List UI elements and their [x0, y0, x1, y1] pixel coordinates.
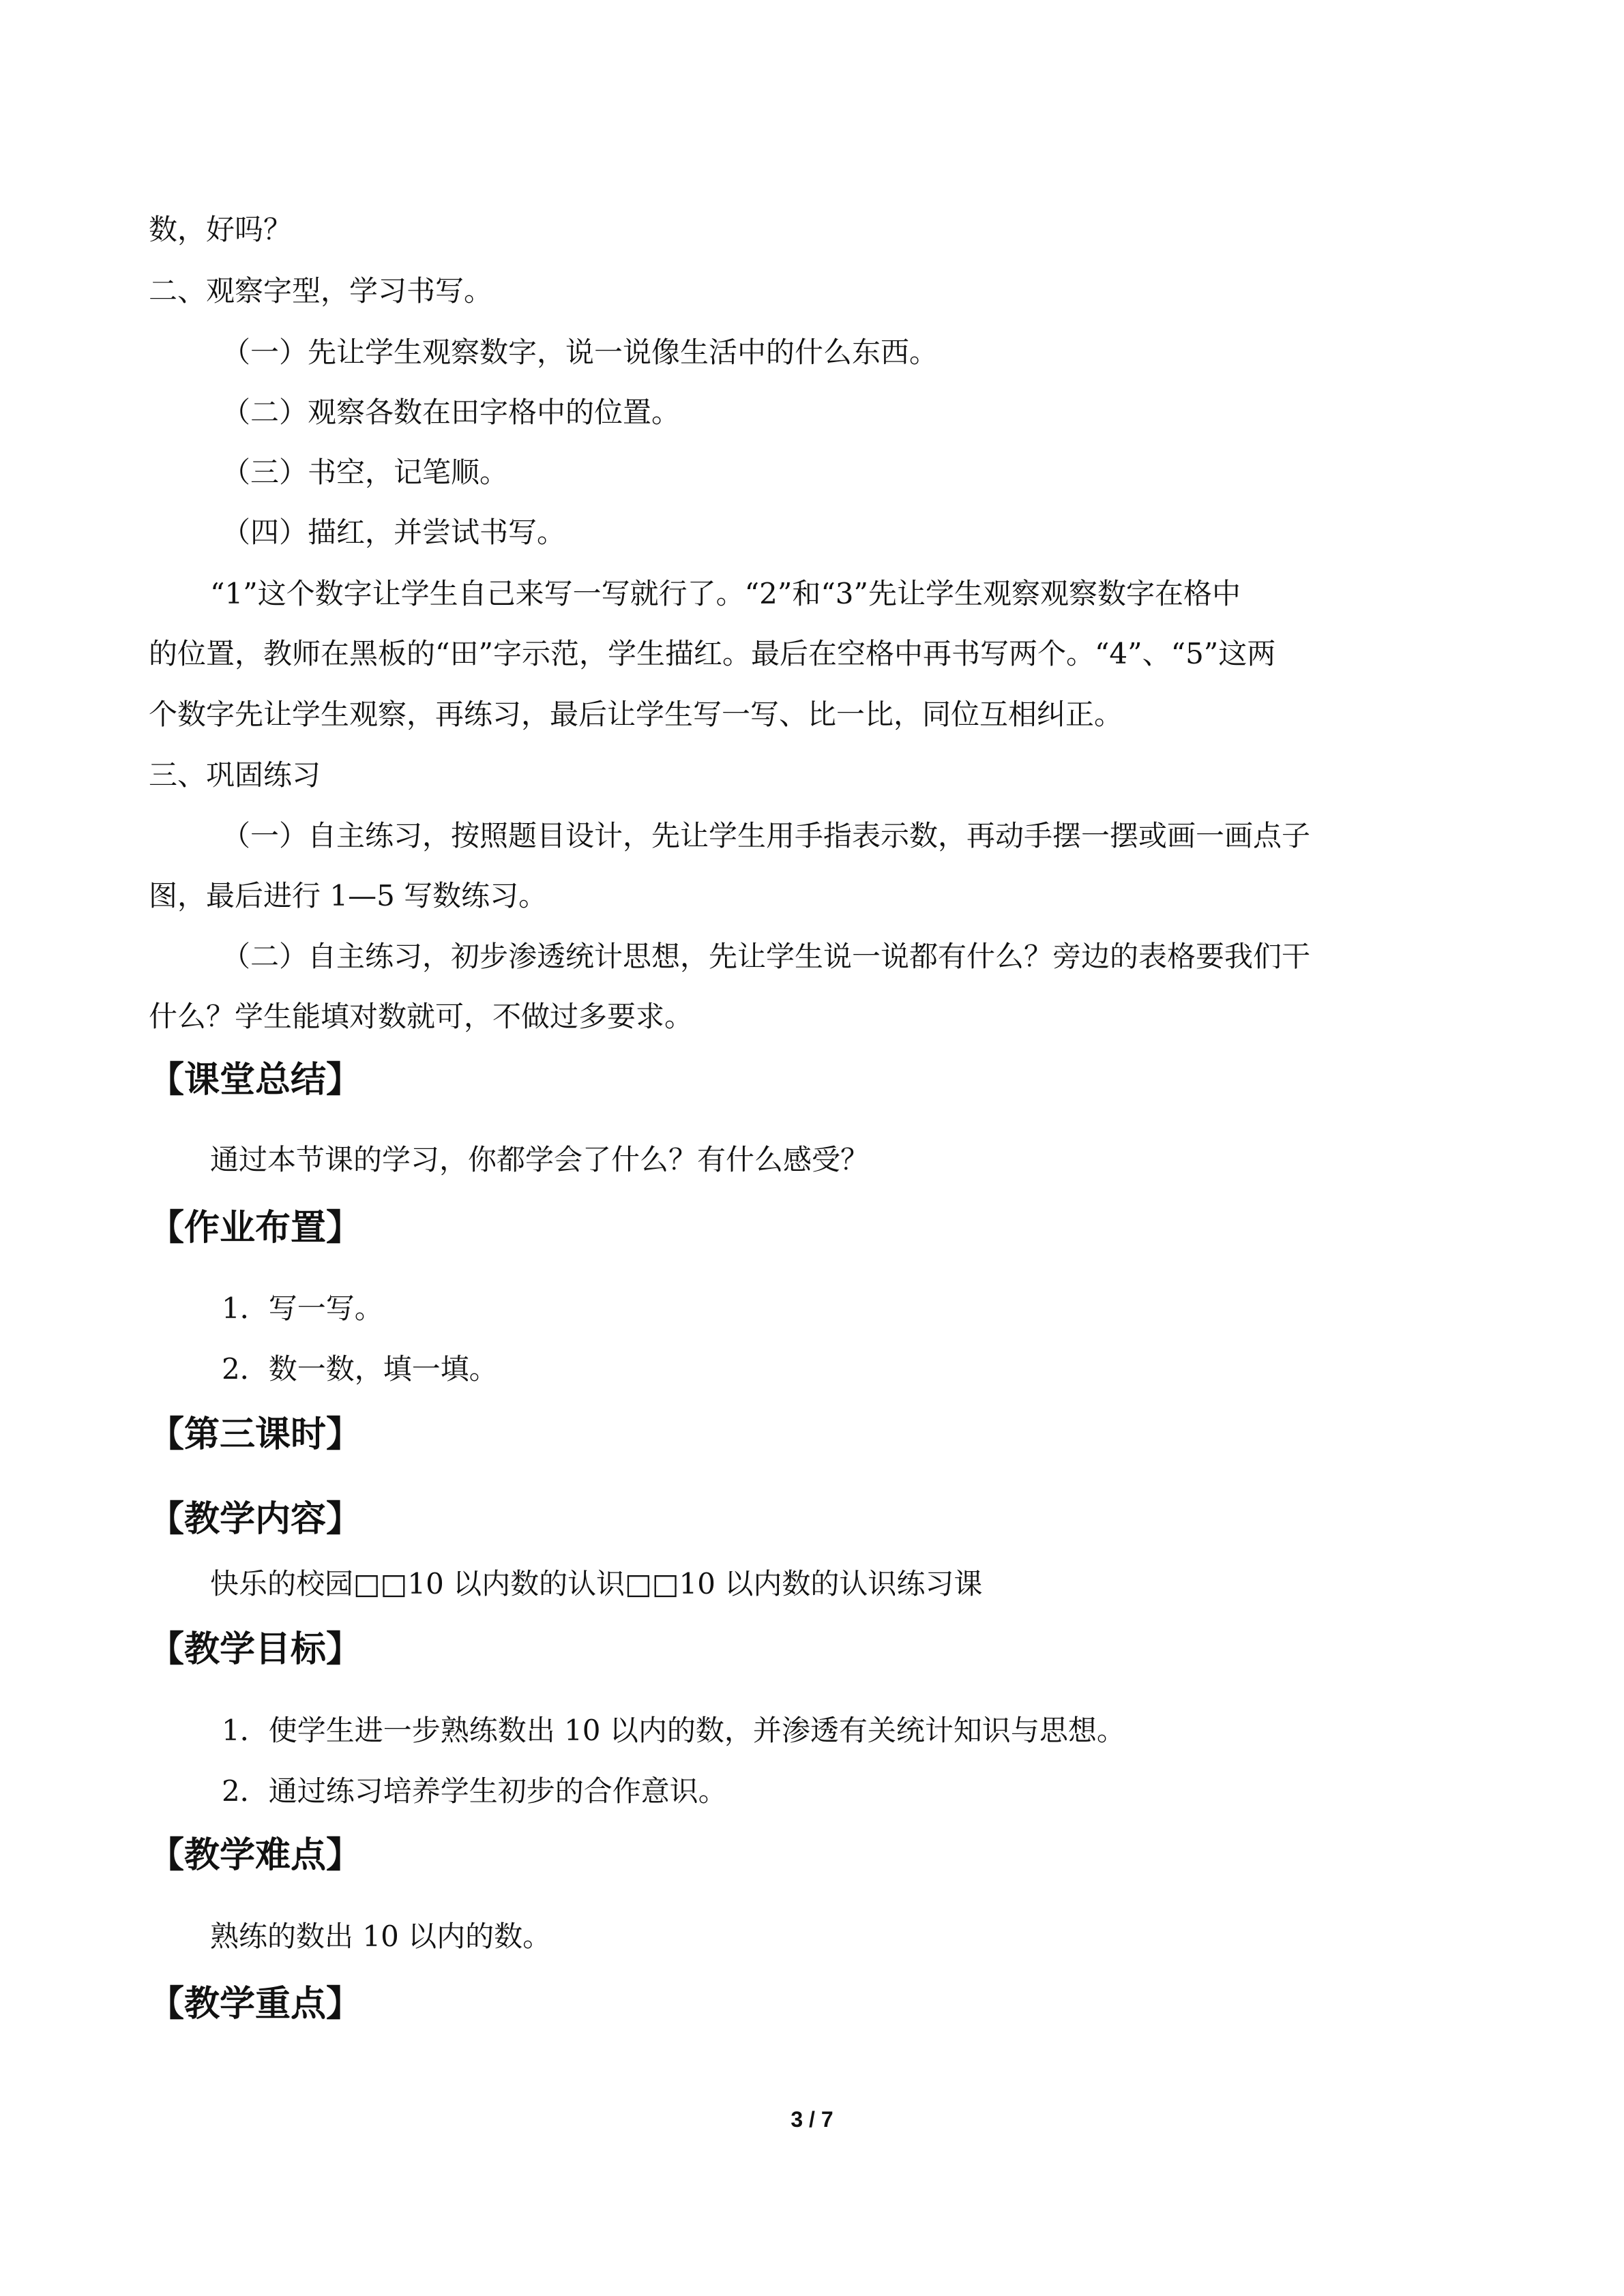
heading-homework: 【作业布置】: [149, 1208, 362, 1249]
homework-item: 1．写一写。: [222, 1292, 383, 1325]
content-text: 快乐的校园□□10 以内数的认识□□10 以内数的认识练习课: [210, 1567, 983, 1600]
heading-summary: 【课堂总结】: [149, 1060, 362, 1101]
difficulty-text: 熟练的数出 10 以内的数。: [210, 1920, 552, 1953]
body-line: 数，好吗？: [149, 213, 293, 246]
section-title-observe: 二、观察字型，学习书写。: [149, 274, 493, 308]
body-line: （二）自主练习，初步渗透统计思想，先让学生说一说都有什么？旁边的表格要我们干: [222, 940, 1311, 973]
body-line: 图，最后进行 1—5 写数练习。: [149, 879, 548, 912]
body-line: 的位置，教师在黑板的“田”字示范，学生描红。最后在空格中再书写两个。“4”、“5”这两: [149, 637, 1276, 670]
page-number: 3 / 7: [791, 2107, 833, 2132]
body-line: 个数字先让学生观察，再练习，最后让学生写一写、比一比，同位互相纠正。: [149, 698, 1123, 731]
body-line: （四）描红，并尝试书写。: [222, 516, 566, 549]
section-title-practice: 三、巩固练习: [149, 758, 321, 792]
body-line: （三）书空，记笔顺。: [222, 456, 509, 489]
homework-item: 2．数一数，填一填。: [222, 1352, 498, 1386]
body-line: “1”这个数字让学生自己来写一写就行了。“2”和“3”先让学生观察观察数字在格中: [210, 577, 1241, 610]
heading-content: 【教学内容】: [149, 1499, 362, 1540]
body-line: （二）观察各数在田字格中的位置。: [222, 396, 681, 429]
heading-lesson3: 【第三课时】: [149, 1414, 362, 1455]
body-line: 什么？学生能填对数就可，不做过多要求。: [149, 1000, 694, 1033]
heading-goals: 【教学目标】: [149, 1629, 362, 1670]
goal-item: 1．使学生进一步熟练数出 10 以内的数，并渗透有关统计知识与思想。: [222, 1714, 1125, 1747]
goal-item: 2．通过练习培养学生初步的合作意识。: [222, 1774, 727, 1808]
body-line: （一）自主练习，按照题目设计，先让学生用手指表示数，再动手摆一摆或画一画点子: [222, 819, 1311, 852]
summary-text: 通过本节课的学习，你都学会了什么？有什么感受？: [210, 1143, 870, 1176]
body-line: （一）先让学生观察数字，说一说像生活中的什么东西。: [222, 336, 939, 369]
heading-keypoint: 【教学重点】: [149, 1984, 362, 2025]
heading-difficulty: 【教学难点】: [149, 1835, 362, 1876]
